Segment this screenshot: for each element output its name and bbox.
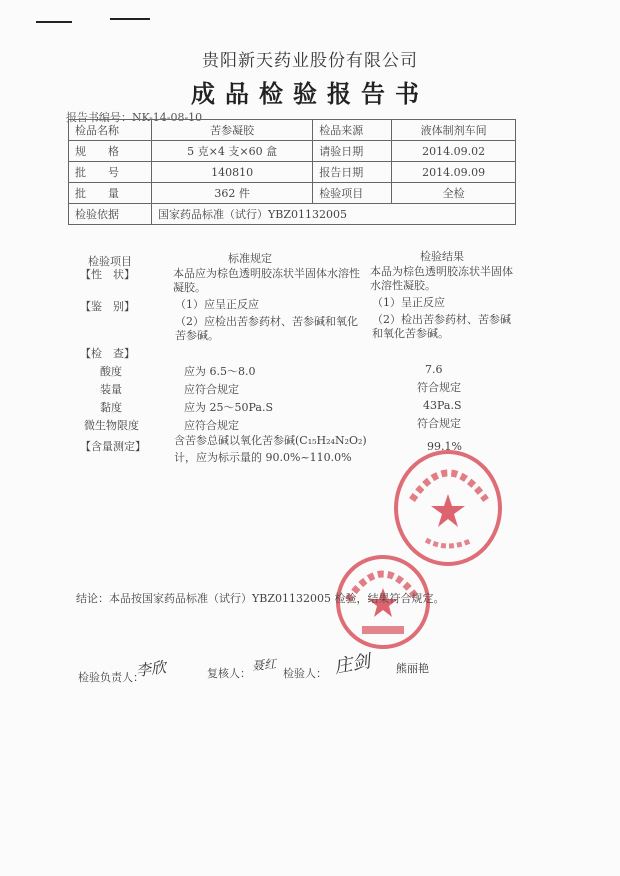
table-row <box>69 162 516 183</box>
identify-result-2: （2）检出苦参药材、苦参碱和氧化苦参碱。 <box>372 313 511 340</box>
label-cell: 批 量 <box>69 183 152 204</box>
identify-standard-2: （2）应检出苦参药材、苦参碱和氧化苦参碱。 <box>175 315 358 342</box>
label-cell: 批 号 <box>69 162 152 183</box>
col-header-standard: 标准规定 <box>228 252 272 265</box>
exam-result: 符合规定 <box>417 381 461 394</box>
identify-standard-1: （1）应呈正反应 <box>175 298 259 311</box>
product-info-table <box>68 119 516 225</box>
col-header-item: 检验项目 <box>88 255 132 268</box>
table-row <box>69 204 516 225</box>
label-cell: 检验项目 <box>313 183 392 204</box>
section-label-identify: 【鉴 别】 <box>80 300 135 313</box>
report-number-label: 报告书编号： <box>66 111 132 124</box>
conclusion <box>76 592 444 606</box>
exam-item: 微生物限度 <box>84 419 139 432</box>
character-standard: 本品应为棕色透明胶冻状半固体水溶性凝胶。 <box>173 267 360 294</box>
label-cell: 规 格 <box>69 141 152 162</box>
conclusion-text: 结论：本品按国家药品标准（试行）YBZ01132005 检验， <box>76 592 368 605</box>
table-row <box>69 120 516 141</box>
section-label-character: 【性 状】 <box>80 268 135 281</box>
exam-standard: 应符合规定 <box>184 383 239 396</box>
scan-mark <box>36 21 72 23</box>
exam-item: 装量 <box>100 383 122 396</box>
exam-result: 43Pa.S <box>423 399 462 412</box>
table-row <box>69 141 516 162</box>
section-label-exam: 【检 查】 <box>80 347 135 360</box>
value-cell: 全检 <box>392 183 516 204</box>
value-cell: 2014.09.09 <box>392 162 516 183</box>
assay-standard-1: 含苦参总碱以氧化苦参碱(C₁₅H₂₄N₂O₂) <box>174 434 367 447</box>
conclusion-result: 结果符合规定。 <box>367 592 445 605</box>
value-cell: 2014.09.02 <box>392 141 516 162</box>
inspector-signature: 李欣 <box>134 657 168 680</box>
report-title: 成品检验报告书 <box>191 79 429 108</box>
company-seal <box>392 448 504 568</box>
reviewer-label: 复核人： <box>207 667 251 680</box>
reviewer-signature: 聂红 <box>251 656 277 674</box>
exam-standard: 应为 6.5～8.0 <box>184 365 256 378</box>
section-label-assay: 【含量测定】 <box>80 440 146 453</box>
label-cell: 检品来源 <box>313 120 392 141</box>
assay-result: 99.1% <box>427 440 462 453</box>
label-cell: 报告日期 <box>313 162 392 183</box>
exam-result: 符合规定 <box>417 417 461 430</box>
exam-result: 7.6 <box>425 363 443 376</box>
exam-item: 酸度 <box>100 365 122 378</box>
exam-standard: 应为 25～50Pa.S <box>184 401 273 414</box>
value-cell: 液体制剂车间 <box>392 120 516 141</box>
label-cell: 检品名称 <box>69 120 152 141</box>
label-cell: 请验日期 <box>313 141 392 162</box>
identify-result-1: （1）呈正反应 <box>372 296 445 309</box>
value-cell: 140810 <box>152 162 313 183</box>
value-cell: 362 件 <box>152 183 313 204</box>
inspector-label: 检验负责人： <box>78 671 144 684</box>
col-header-result: 检验结果 <box>420 250 464 263</box>
scan-mark <box>110 18 150 20</box>
value-cell: 5 克×4 支×60 盒 <box>152 141 313 162</box>
checker-signature-2: 熊丽艳 <box>396 662 429 675</box>
value-cell: 国家药品标准（试行）YBZ01132005 <box>152 204 516 225</box>
company-name: 贵阳新天药业股份有限公司 <box>202 51 418 71</box>
value-cell: 苦参凝胶 <box>152 120 313 141</box>
character-result: 本品为棕色透明胶冻状半固体水溶性凝胶。 <box>370 265 513 292</box>
assay-standard-2: 计，应为标示量的 90.0%~110.0% <box>174 451 352 464</box>
table-row <box>69 183 516 204</box>
label-cell: 检验依据 <box>69 204 152 225</box>
checker-label: 检验人： <box>283 667 327 680</box>
exam-standard: 应符合规定 <box>184 419 239 432</box>
exam-item: 黏度 <box>100 401 122 414</box>
checker-signature-1: 庄剑 <box>332 651 372 678</box>
report-number-value: NK-14-08-10 <box>132 111 203 124</box>
